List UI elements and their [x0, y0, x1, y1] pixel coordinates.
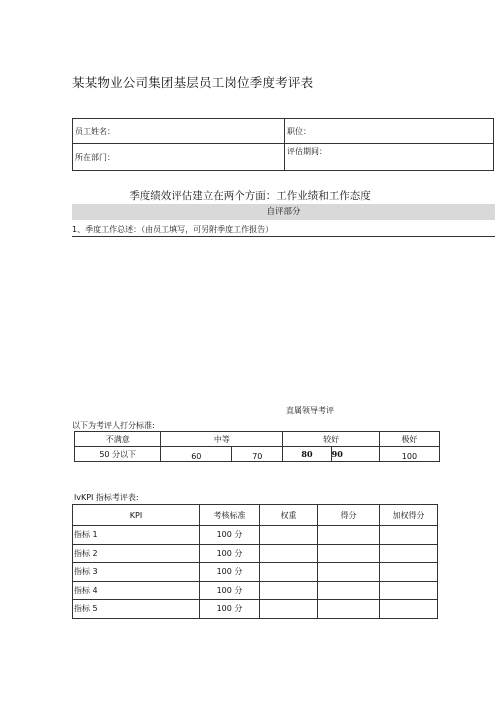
weighted-score-cell[interactable]: [380, 526, 438, 545]
score-cell: 70: [232, 447, 283, 462]
kpi-standard: 100 分: [200, 581, 260, 600]
kpi-table: [72, 504, 438, 619]
weight-cell[interactable]: [260, 600, 318, 619]
kpi-table-label: lvKPI 指标考评表:: [74, 493, 139, 502]
kpi-standard: 100 分: [200, 600, 260, 619]
weighted-score-cell[interactable]: [380, 544, 438, 563]
score-input-cell[interactable]: [318, 526, 380, 545]
weight-cell[interactable]: [260, 581, 318, 600]
section-subtitle: 季度绩效评估建立在两个方面：工作业绩和工作态度: [129, 190, 371, 202]
table-row: [73, 600, 438, 619]
employee-name-field[interactable]: 员工姓名：: [73, 119, 285, 144]
score-cell: 80: [283, 447, 331, 462]
kpi-name: 指标 2: [73, 544, 200, 563]
score-input-cell[interactable]: [318, 544, 380, 563]
form-title: 某某物业公司集团基层员工岗位季度考评表: [72, 75, 314, 90]
weighted-score-cell[interactable]: [380, 581, 438, 600]
grade-medium: 中等: [161, 432, 283, 447]
kpi-name: 指标 4: [73, 581, 200, 600]
weight-cell[interactable]: [260, 526, 318, 545]
table-row: [73, 526, 438, 545]
kpi-standard: 100 分: [200, 544, 260, 563]
weighted-score-header: 加权得分: [380, 505, 438, 526]
weighted-score-cell[interactable]: [380, 563, 438, 582]
grade-excellent: 极好: [379, 432, 439, 447]
weight-cell[interactable]: [260, 563, 318, 582]
kpi-standard: 100 分: [200, 526, 260, 545]
divider: [72, 236, 495, 237]
score-cell: 100: [379, 447, 439, 462]
score-input-cell[interactable]: [318, 581, 380, 600]
score-input-cell[interactable]: [318, 600, 380, 619]
position-field[interactable]: 职位：: [285, 119, 494, 144]
department-field[interactable]: 所在部门：: [73, 144, 285, 171]
score-cell: 90: [331, 447, 379, 462]
leader-eval-heading: 直属领导考评: [286, 406, 334, 415]
table-row: [73, 544, 438, 563]
work-summary-label: 1、季度工作总述：（由员工填写，可另附季度工作报告）: [72, 225, 274, 234]
weight-cell[interactable]: [260, 544, 318, 563]
score-standard-label: 以下为考评人打分标准:: [72, 421, 155, 430]
table-row: [73, 563, 438, 582]
grade-good: 较好: [283, 432, 380, 447]
evaluation-period-field[interactable]: 评估期间：: [285, 144, 494, 171]
kpi-name: 指标 1: [73, 526, 200, 545]
score-scale-table: [74, 431, 440, 462]
weighted-score-cell[interactable]: [380, 600, 438, 619]
self-eval-header: 自评部分: [72, 204, 495, 220]
kpi-standard: 100 分: [200, 563, 260, 582]
score-header: 得分: [318, 505, 380, 526]
standard-header: 考核标准: [200, 505, 260, 526]
kpi-name: 指标 3: [73, 563, 200, 582]
score-cell: 50 分以下: [75, 447, 161, 462]
kpi-header: KPI: [73, 505, 200, 526]
grade-unsatisfied: 不满意: [75, 432, 161, 447]
kpi-name: 指标 5: [73, 600, 200, 619]
score-cell: 60: [161, 447, 232, 462]
employee-info-table: [72, 118, 494, 171]
table-row: [73, 581, 438, 600]
score-input-cell[interactable]: [318, 563, 380, 582]
weight-header: 权重: [260, 505, 318, 526]
